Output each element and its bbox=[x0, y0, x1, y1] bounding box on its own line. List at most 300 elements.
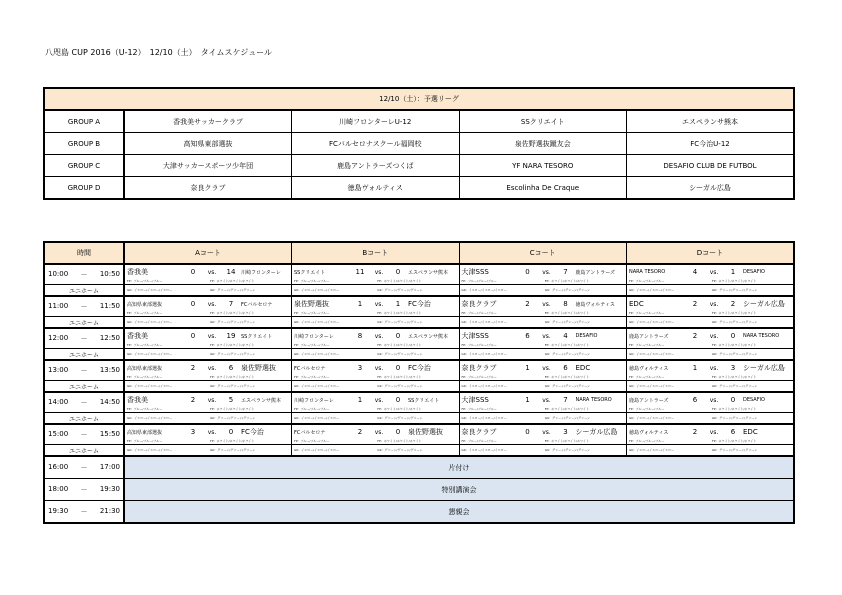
score-home: 4 bbox=[692, 268, 698, 276]
uniform-gk bbox=[627, 445, 795, 457]
event-row bbox=[44, 456, 794, 479]
team-home: 高知県東部選抜 bbox=[127, 429, 163, 436]
score-away: 0 bbox=[395, 428, 401, 436]
team-away: シーガル広島 bbox=[743, 364, 785, 372]
uniform-detail bbox=[124, 279, 292, 285]
uniform-home: FP：ブルー/ブルー/ブルー bbox=[294, 407, 330, 411]
gk-away: GK：グリーン/グリーン/グリーン bbox=[210, 319, 256, 324]
team-home: 高知県東部選抜 bbox=[127, 365, 163, 372]
time-start: 16:00 bbox=[48, 462, 69, 471]
uniform-away: FP：ホワイト/ホワイト/ホワイト bbox=[544, 375, 590, 379]
team-away: SSクリエイト bbox=[241, 333, 273, 340]
time-sep: － bbox=[80, 463, 88, 472]
gk-home: GK：イエロー/イエロー/イエロー bbox=[127, 287, 172, 292]
gk-home: GK：イエロー/イエロー/イエロー bbox=[294, 447, 339, 452]
uniform-away: FP：ホワイト/ホワイト/ホワイト bbox=[377, 407, 422, 411]
gk-away: GK：グリーン/グリーン/グリーン bbox=[544, 351, 590, 356]
uniform-home: FP：ブルー/ブルー/ブルー bbox=[461, 407, 497, 411]
vs-label: vs. bbox=[542, 300, 551, 308]
score-away: 6 bbox=[228, 364, 234, 372]
match-cell bbox=[292, 360, 460, 375]
vs-label: vs. bbox=[374, 396, 384, 404]
time-start: 10:00 bbox=[48, 269, 69, 278]
event-row bbox=[44, 479, 794, 501]
score-away: 7 bbox=[228, 300, 234, 308]
score-away: 0 bbox=[395, 332, 401, 340]
uniform-away: FP：ホワイト/ホワイト/ホワイト bbox=[210, 439, 255, 443]
time-end: 17:00 bbox=[99, 462, 120, 471]
score-away: 14 bbox=[226, 268, 236, 276]
time-sep: － bbox=[80, 270, 88, 279]
team-home: FCバルセロナ bbox=[294, 365, 326, 372]
score-away: 2 bbox=[730, 300, 736, 308]
gk-away: GK：グリーン/グリーン/グリーン bbox=[544, 319, 590, 324]
header-court-c: Cコート bbox=[459, 242, 627, 264]
time-end: 13:50 bbox=[99, 365, 120, 374]
team-away: NARA TESORO bbox=[575, 397, 612, 403]
uniform-gk bbox=[124, 349, 292, 361]
group-team: 奈良クラブ bbox=[124, 177, 292, 200]
uniform-row bbox=[44, 285, 794, 297]
uniform-gk bbox=[459, 317, 627, 329]
uniform-home: FP：ブルー/ブルー/ブルー bbox=[294, 343, 330, 347]
time-start: 14:00 bbox=[48, 397, 69, 406]
team-home: 香我美 bbox=[127, 396, 148, 404]
team-away: FC今治 bbox=[241, 428, 264, 436]
gk-home: GK：イエロー/イエロー/イエロー bbox=[127, 447, 172, 452]
uniform-label: ユニホーム bbox=[44, 317, 124, 329]
team-home: 徳島ヴォルティス bbox=[629, 365, 669, 372]
uniform-detail bbox=[627, 279, 795, 285]
gk-home: GK：イエロー/イエロー/イエロー bbox=[461, 383, 507, 388]
uniform-home: FP：ブルー/ブルー/ブルー bbox=[294, 439, 330, 443]
score-home: 1 bbox=[525, 364, 530, 372]
uniform-home: FP：ブルー/ブルー/ブルー bbox=[127, 311, 163, 315]
uniform-detail-row bbox=[44, 375, 794, 381]
score-away: 0 bbox=[395, 364, 401, 372]
uniform-gk bbox=[459, 413, 627, 425]
time-start: 13:00 bbox=[48, 365, 69, 374]
match-cell bbox=[124, 328, 292, 343]
gk-away: GK：グリーン/グリーン/グリーン bbox=[544, 415, 590, 420]
score-home: 2 bbox=[190, 364, 196, 372]
uniform-away: FP：ホワイト/ホワイト/ホワイト bbox=[377, 279, 422, 283]
uniform-away: FP：ホワイト/ホワイト/ホワイト bbox=[544, 279, 590, 283]
team-home: SSクリエイト bbox=[294, 269, 326, 276]
uniform-row bbox=[44, 413, 794, 425]
match-cell bbox=[627, 392, 795, 407]
uniform-home: FP：ブルー/ブルー/ブルー bbox=[294, 311, 330, 315]
uniform-detail bbox=[292, 279, 460, 285]
uniform-away: FP：ホワイト/ホワイト/ホワイト bbox=[712, 311, 757, 315]
team-away: 徳島ヴォルティス bbox=[575, 301, 615, 308]
uniform-gk bbox=[292, 317, 460, 329]
gk-home: GK：イエロー/イエロー/イエロー bbox=[461, 351, 507, 356]
team-home: 鹿島アントラーズ bbox=[629, 397, 669, 404]
time-cell bbox=[44, 424, 124, 445]
uniform-detail bbox=[459, 375, 627, 381]
score-away: 19 bbox=[226, 332, 236, 340]
time-end: 15:50 bbox=[99, 429, 120, 438]
gk-home: GK：イエロー/イエロー/イエロー bbox=[127, 351, 172, 356]
team-away: シーガル広島 bbox=[743, 300, 785, 308]
score-home: 8 bbox=[357, 332, 363, 340]
team-away: エスペランサ熊本 bbox=[408, 269, 449, 276]
time-sep: － bbox=[80, 507, 88, 516]
group-name: GROUP C bbox=[44, 155, 124, 177]
uniform-home: FP：ブルー/ブルー/ブルー bbox=[629, 279, 665, 283]
uniform-away: FP：ホワイト/ホワイト/ホワイト bbox=[210, 279, 255, 283]
uniform-detail bbox=[292, 343, 460, 349]
uniform-home: FP：ブルー/ブルー/ブルー bbox=[629, 311, 665, 315]
gk-away: GK：グリーン/グリーン/グリーン bbox=[377, 351, 423, 356]
schedule-header-row bbox=[44, 242, 794, 264]
vs-label: vs. bbox=[542, 364, 551, 372]
group-team: FCバルセロナスクール福岡校 bbox=[292, 133, 460, 155]
score-home: 1 bbox=[525, 396, 530, 404]
uniform-away: FP：ホワイト/ホワイト/ホワイト bbox=[377, 375, 422, 379]
time-sep: － bbox=[80, 398, 88, 407]
uniform-home: FP：ブルー/ブルー/ブルー bbox=[629, 439, 665, 443]
event-label: 特別講演会 bbox=[124, 479, 794, 501]
uniform-home: FP：ブルー/ブルー/ブルー bbox=[461, 439, 497, 443]
gk-home: GK：イエロー/イエロー/イエロー bbox=[461, 447, 507, 452]
group-name: GROUP B bbox=[44, 133, 124, 155]
uniform-detail bbox=[124, 375, 292, 381]
team-home: 高知県東部選抜 bbox=[127, 301, 163, 308]
group-name: GROUP A bbox=[44, 110, 124, 133]
team-home: 泉佐野選抜 bbox=[294, 300, 329, 308]
uniform-detail bbox=[292, 439, 460, 445]
gk-home: GK：イエロー/イエロー/イエロー bbox=[294, 351, 339, 356]
vs-label: vs. bbox=[207, 300, 217, 308]
team-home: NARA TESORO bbox=[629, 269, 666, 275]
score-away: 8 bbox=[563, 300, 568, 308]
header-court-d: Dコート bbox=[627, 242, 795, 264]
uniform-gk bbox=[292, 445, 460, 457]
group-team: DESAFIO CLUB DE FUTBOL bbox=[627, 155, 795, 177]
score-away: 7 bbox=[563, 396, 568, 404]
score-away: 0 bbox=[730, 396, 736, 404]
score-home: 1 bbox=[692, 364, 698, 372]
event-row bbox=[44, 501, 794, 524]
group-table bbox=[43, 87, 795, 200]
time-start: 15:00 bbox=[48, 429, 69, 438]
team-away: EDC bbox=[575, 364, 591, 372]
team-away: EDC bbox=[743, 428, 758, 436]
team-away: DESAFIO bbox=[575, 333, 598, 339]
uniform-gk bbox=[124, 381, 292, 393]
uniform-detail bbox=[459, 343, 627, 349]
gk-away: GK：グリーン/グリーン/グリーン bbox=[210, 351, 256, 356]
event-time bbox=[44, 501, 124, 524]
uniform-gk bbox=[292, 285, 460, 297]
score-home: 11 bbox=[355, 268, 365, 276]
team-away: 泉佐野選抜 bbox=[241, 364, 276, 372]
time-start: 12:00 bbox=[48, 333, 69, 342]
vs-label: vs. bbox=[542, 396, 551, 404]
team-away: シーガル広島 bbox=[575, 428, 618, 436]
match-cell bbox=[124, 360, 292, 375]
score-home: 0 bbox=[190, 268, 196, 276]
team-home: EDC bbox=[629, 300, 644, 308]
uniform-detail-row bbox=[44, 279, 794, 285]
uniform-detail bbox=[124, 407, 292, 413]
uniform-detail bbox=[627, 343, 795, 349]
group-row bbox=[44, 177, 794, 200]
match-row bbox=[44, 328, 794, 343]
score-away: 1 bbox=[395, 300, 401, 308]
group-team: 泉佐野選抜蹴友会 bbox=[459, 133, 627, 155]
uniform-row bbox=[44, 381, 794, 393]
event-label: 懇親会 bbox=[124, 501, 794, 524]
gk-home: GK：イエロー/イエロー/イエロー bbox=[294, 415, 339, 420]
time-end: 21:30 bbox=[99, 506, 120, 515]
uniform-away: FP：ホワイト/ホワイト/ホワイト bbox=[210, 407, 255, 411]
header-court-b: Bコート bbox=[292, 242, 460, 264]
uniform-home: FP：ブルー/ブルー/ブルー bbox=[127, 279, 163, 283]
uniform-away: FP：ホワイト/ホワイト/ホワイト bbox=[544, 311, 590, 315]
score-away: 0 bbox=[395, 268, 401, 276]
score-away: 4 bbox=[563, 332, 568, 340]
event-time bbox=[44, 456, 124, 479]
uniform-home: FP：ブルー/ブルー/ブルー bbox=[127, 375, 163, 379]
vs-label: vs. bbox=[207, 428, 217, 436]
match-cell bbox=[459, 392, 627, 407]
uniform-detail-row bbox=[44, 407, 794, 413]
uniform-detail bbox=[627, 311, 795, 317]
gk-away: GK：グリーン/グリーン/グリーン bbox=[377, 287, 423, 292]
uniform-home: FP：ブルー/ブルー/ブルー bbox=[294, 279, 330, 283]
score-away: 6 bbox=[563, 364, 568, 372]
gk-away: GK：グリーン/グリーン/グリーン bbox=[712, 447, 758, 452]
match-row bbox=[44, 392, 794, 407]
score-away: 0 bbox=[730, 332, 736, 340]
time-end: 11:50 bbox=[99, 301, 120, 310]
score-home: 0 bbox=[525, 428, 530, 436]
team-away: FC今治 bbox=[408, 300, 431, 308]
time-end: 12:50 bbox=[99, 333, 120, 342]
uniform-gk bbox=[627, 413, 795, 425]
match-row bbox=[44, 264, 794, 279]
score-home: 6 bbox=[692, 396, 698, 404]
team-home: FCバルセロナ bbox=[294, 429, 326, 436]
team-away: エスペランサ熊本 bbox=[408, 333, 449, 340]
team-home: 奈良クラブ bbox=[461, 428, 497, 436]
uniform-home: FP：ブルー/ブルー/ブルー bbox=[127, 407, 163, 411]
gk-away: GK：グリーン/グリーン/グリーン bbox=[544, 383, 590, 388]
gk-away: GK：グリーン/グリーン/グリーン bbox=[210, 447, 256, 452]
uniform-detail bbox=[292, 407, 460, 413]
team-home: 鹿島アントラーズ bbox=[629, 333, 669, 340]
gk-away: GK：グリーン/グリーン/グリーン bbox=[712, 415, 758, 420]
team-home: 奈良クラブ bbox=[461, 300, 497, 308]
vs-label: vs. bbox=[374, 300, 384, 308]
score-away: 1 bbox=[730, 268, 736, 276]
time-cell bbox=[44, 392, 124, 413]
match-cell bbox=[627, 264, 795, 279]
gk-away: GK：グリーン/グリーン/グリーン bbox=[712, 383, 758, 388]
gk-home: GK：イエロー/イエロー/イエロー bbox=[127, 383, 172, 388]
uniform-away: FP：ホワイト/ホワイト/ホワイト bbox=[712, 279, 757, 283]
team-away: FC今治 bbox=[408, 364, 431, 372]
gk-home: GK：イエロー/イエロー/イエロー bbox=[629, 415, 674, 420]
match-cell bbox=[627, 328, 795, 343]
uniform-gk bbox=[627, 349, 795, 361]
gk-home: GK：イエロー/イエロー/イエロー bbox=[461, 319, 507, 324]
group-team: YF NARA TESORO bbox=[459, 155, 627, 177]
uniform-home: FP：ブルー/ブルー/ブルー bbox=[127, 343, 163, 347]
score-away: 0 bbox=[395, 396, 401, 404]
time-start: 18:00 bbox=[48, 484, 69, 493]
group-team: Escolinha De Craque bbox=[459, 177, 627, 200]
gk-home: GK：イエロー/イエロー/イエロー bbox=[294, 287, 339, 292]
uniform-label: ユニホーム bbox=[44, 381, 124, 393]
vs-label: vs. bbox=[207, 364, 217, 372]
score-away: 7 bbox=[563, 268, 568, 276]
score-home: 6 bbox=[525, 332, 530, 340]
time-sep: － bbox=[80, 366, 88, 375]
team-away: 鹿島アントラーズ bbox=[575, 269, 616, 276]
uniform-gk bbox=[459, 349, 627, 361]
score-home: 3 bbox=[190, 428, 196, 436]
gk-home: GK：イエロー/イエロー/イエロー bbox=[629, 351, 674, 356]
uniform-away: FP：ホワイト/ホワイト/ホワイト bbox=[210, 311, 255, 315]
score-home: 1 bbox=[357, 300, 363, 308]
event-label: 片付け bbox=[124, 456, 794, 479]
gk-home: GK：イエロー/イエロー/イエロー bbox=[127, 415, 172, 420]
uniform-away: FP：ホワイト/ホワイト/ホワイト bbox=[377, 311, 422, 315]
score-home: 0 bbox=[190, 332, 196, 340]
uniform-label: ユニホーム bbox=[44, 349, 124, 361]
team-home: 徳島ヴォルティス bbox=[629, 429, 669, 436]
vs-label: vs. bbox=[207, 332, 217, 340]
uniform-gk bbox=[459, 285, 627, 297]
gk-away: GK：グリーン/グリーン/グリーン bbox=[377, 383, 423, 388]
vs-label: vs. bbox=[542, 428, 551, 436]
uniform-detail bbox=[124, 311, 292, 317]
time-end: 19:30 bbox=[99, 484, 120, 493]
uniform-away: FP：ホワイト/ホワイト/ホワイト bbox=[377, 439, 422, 443]
match-cell bbox=[124, 392, 292, 407]
team-away: 泉佐野選抜 bbox=[408, 428, 443, 436]
uniform-away: FP：ホワイト/ホワイト/ホワイト bbox=[712, 407, 757, 411]
uniform-away: FP：ホワイト/ホワイト/ホワイト bbox=[544, 407, 590, 411]
uniform-detail bbox=[124, 439, 292, 445]
score-home: 0 bbox=[525, 268, 530, 276]
gk-away: GK：グリーン/グリーン/グリーン bbox=[544, 447, 590, 452]
uniform-row bbox=[44, 445, 794, 457]
gk-away: GK：グリーン/グリーン/グリーン bbox=[210, 415, 256, 420]
vs-label: vs. bbox=[542, 268, 551, 276]
group-row bbox=[44, 155, 794, 177]
time-sep: － bbox=[80, 302, 88, 311]
vs-label: vs. bbox=[207, 396, 217, 404]
gk-away: GK：グリーン/グリーン/グリーン bbox=[712, 351, 758, 356]
time-cell bbox=[44, 296, 124, 317]
team-home: 香我美 bbox=[127, 268, 148, 276]
match-cell bbox=[627, 296, 795, 311]
group-team: 高知県東部選抜 bbox=[124, 133, 292, 155]
uniform-detail bbox=[459, 311, 627, 317]
match-cell bbox=[627, 424, 795, 439]
match-cell bbox=[124, 296, 292, 311]
match-cell bbox=[627, 360, 795, 375]
score-away: 5 bbox=[228, 396, 234, 404]
match-cell bbox=[124, 424, 292, 439]
vs-label: vs. bbox=[709, 396, 719, 404]
group-team: 川崎フロンターレU-12 bbox=[292, 110, 460, 133]
team-home: 川崎フロンターレ bbox=[294, 397, 334, 404]
score-home: 2 bbox=[692, 428, 698, 436]
uniform-detail bbox=[124, 343, 292, 349]
uniform-home: FP：ブルー/ブルー/ブルー bbox=[461, 279, 497, 283]
uniform-gk bbox=[459, 381, 627, 393]
score-home: 2 bbox=[692, 332, 698, 340]
uniform-detail bbox=[459, 279, 627, 285]
schedule-table bbox=[43, 241, 795, 524]
uniform-gk bbox=[627, 317, 795, 329]
vs-label: vs. bbox=[709, 300, 719, 308]
match-cell bbox=[459, 424, 627, 439]
header-time: 時間 bbox=[44, 242, 124, 264]
uniform-detail-row bbox=[44, 439, 794, 445]
group-team: 徳島ヴォルティス bbox=[292, 177, 460, 200]
team-away: FCバルセロナ bbox=[241, 301, 273, 308]
uniform-label: ユニホーム bbox=[44, 445, 124, 457]
team-away: NARA TESORO bbox=[743, 333, 780, 339]
score-home: 0 bbox=[190, 300, 196, 308]
vs-label: vs. bbox=[709, 428, 719, 436]
gk-away: GK：グリーン/グリーン/グリーン bbox=[210, 287, 256, 292]
uniform-home: FP：ブルー/ブルー/ブルー bbox=[461, 375, 497, 379]
vs-label: vs. bbox=[207, 268, 217, 276]
group-name: GROUP D bbox=[44, 177, 124, 200]
group-team: 大津サッカースポーツ少年団 bbox=[124, 155, 292, 177]
uniform-gk bbox=[627, 285, 795, 297]
uniform-detail-row bbox=[44, 343, 794, 349]
uniform-home: FP：ブルー/ブルー/ブルー bbox=[629, 343, 665, 347]
vs-label: vs. bbox=[542, 332, 551, 340]
uniform-detail bbox=[292, 311, 460, 317]
gk-home: GK：イエロー/イエロー/イエロー bbox=[127, 319, 172, 324]
time-sep: － bbox=[80, 430, 88, 439]
uniform-detail bbox=[459, 407, 627, 413]
group-team: 鹿島アントラーズつくば bbox=[292, 155, 460, 177]
time-sep: － bbox=[80, 334, 88, 343]
uniform-detail bbox=[459, 439, 627, 445]
uniform-gk bbox=[124, 285, 292, 297]
uniform-detail-row bbox=[44, 311, 794, 317]
match-cell bbox=[459, 264, 627, 279]
gk-home: GK：イエロー/イエロー/イエロー bbox=[629, 287, 674, 292]
gk-away: GK：グリーン/グリーン/グリーン bbox=[712, 319, 758, 324]
vs-label: vs. bbox=[374, 332, 384, 340]
time-cell bbox=[44, 360, 124, 381]
team-home: 奈良クラブ bbox=[461, 364, 497, 372]
gk-away: GK：グリーン/グリーン/グリーン bbox=[377, 319, 423, 324]
uniform-row bbox=[44, 317, 794, 329]
uniform-away: FP：ホワイト/ホワイト/ホワイト bbox=[544, 439, 590, 443]
gk-away: GK：グリーン/グリーン/グリーン bbox=[377, 415, 423, 420]
gk-away: GK：グリーン/グリーン/グリーン bbox=[210, 383, 256, 388]
gk-home: GK：イエロー/イエロー/イエロー bbox=[629, 447, 674, 452]
uniform-gk bbox=[124, 445, 292, 457]
uniform-home: FP：ブルー/ブルー/ブルー bbox=[629, 375, 665, 379]
match-row bbox=[44, 360, 794, 375]
team-home: 川崎フロンターレ bbox=[294, 333, 334, 340]
time-start: 11:00 bbox=[48, 301, 69, 310]
